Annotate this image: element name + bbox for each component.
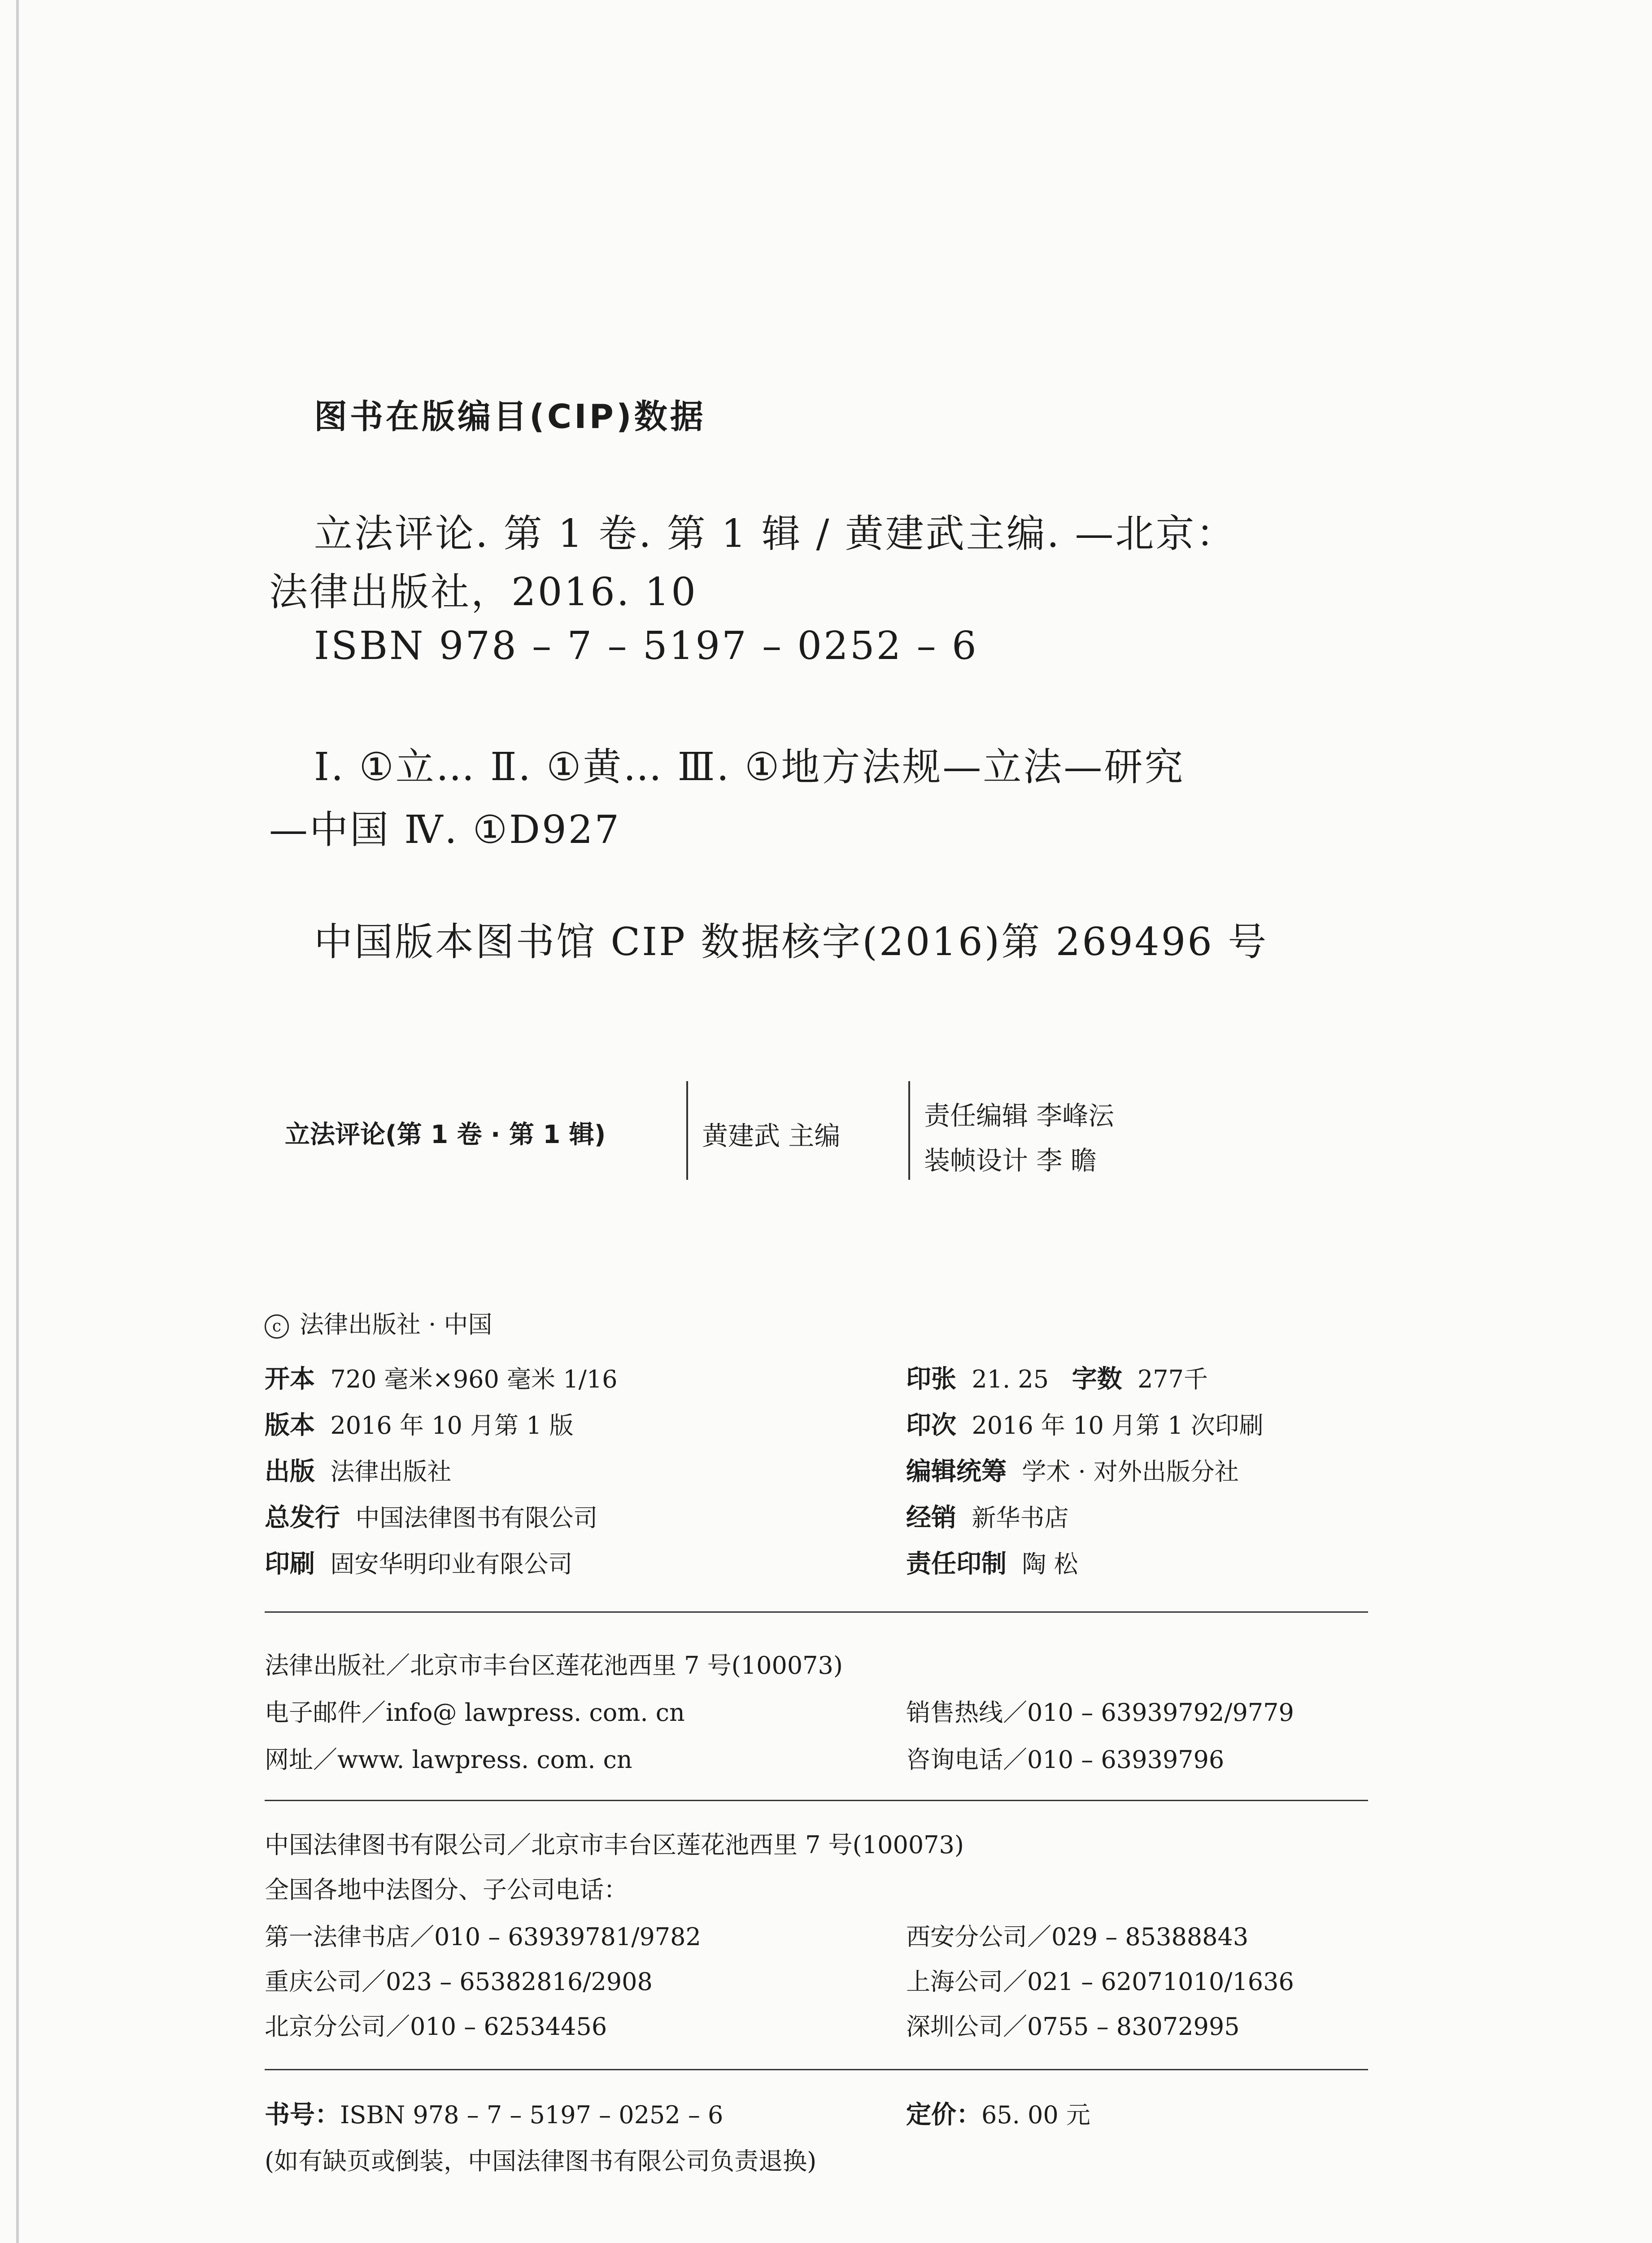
contact-email: 电子邮件／info@ lawpress. com. cn (265, 1698, 685, 1727)
distribution-address: 中国法律图书有限公司／北京市丰台区莲花池西里 7 号(100073) (265, 1831, 964, 1859)
distribution-left-3: 北京分公司／010 – 62534456 (265, 2012, 607, 2041)
cip-line-publisher: 法律出版社，2016. 10 (269, 570, 697, 615)
spec-seller: 经销 新华书店 (906, 1503, 1069, 1532)
spec-editorial: 编辑统筹 学术 · 对外出版分社 (906, 1457, 1239, 1486)
publisher-mark (265, 1305, 493, 1340)
spec-printing: 印次 2016 年 10 月第 1 次印刷 (906, 1411, 1264, 1440)
divider-line-3 (265, 2069, 1368, 2070)
copyright-icon: c (265, 1314, 289, 1339)
cip-line-classification: Ⅰ. ①立… Ⅱ. ①黄… Ⅲ. ①地方法规—立法—研究 (314, 745, 1185, 790)
divider-line-1 (265, 1611, 1368, 1613)
spec-distributor: 总发行 中国法律图书有限公司 (265, 1503, 598, 1532)
contact-address: 法律出版社／北京市丰台区莲花池西里 7 号(100073) (265, 1651, 843, 1680)
distribution-right-3: 深圳公司／0755 – 83072995 (906, 2012, 1240, 2041)
footer-note: (如有缺页或倒装，中国法律图书有限公司负责退换) (265, 2147, 817, 2175)
spec-sheets-wordcount: 印张 21. 25 字数 277千 (906, 1365, 1208, 1394)
spec-publisher: 出版 法律出版社 (265, 1457, 452, 1486)
divider-line-2 (265, 1800, 1368, 1801)
cip-heading: 图书在版编目(CIP)数据 (314, 397, 706, 436)
spec-print-manager: 责任印制 陶 松 (906, 1549, 1078, 1579)
scan-edge (16, 0, 19, 2243)
distribution-left-2: 重庆公司／023 – 65382816/2908 (265, 1968, 653, 1996)
distribution-left-1: 第一法律书店／010 – 63939781/9782 (265, 1923, 701, 1951)
contact-sales: 销售热线／010 – 63939792/9779 (906, 1698, 1294, 1727)
credits-designer: 装帧设计 李 瞻 (924, 1145, 1097, 1176)
contact-website: 网址／www. lawpress. com. cn (265, 1746, 632, 1774)
distribution-right-2: 上海公司／021 – 62071010/1636 (906, 1968, 1294, 1996)
distribution-intro: 全国各地中法图分、子公司电话： (265, 1876, 628, 1904)
publisher-mark-text: 法律出版社 · 中国 (300, 1310, 493, 1339)
cip-line-isbn: ISBN 978 – 7 – 5197 – 0252 – 6 (314, 624, 978, 668)
cip-line-classification-cont: —中国 Ⅳ. ①D927 (269, 807, 621, 852)
distribution-right-1: 西安分公司／029 – 85388843 (906, 1923, 1249, 1951)
contact-inquiry: 咨询电话／010 – 63939796 (906, 1746, 1225, 1774)
credits-divider-1 (686, 1081, 688, 1180)
spec-printer: 印刷 固安华明印业有限公司 (265, 1549, 573, 1579)
credits-responsible-editor: 责任编辑 李峰沄 (924, 1100, 1115, 1131)
cip-line-record: 中国版本图书馆 CIP 数据核字(2016)第 269496 号 (314, 920, 1268, 964)
cip-line-title: 立法评论. 第 1 卷. 第 1 辑 / 黄建武主编. —北京： (314, 511, 1237, 556)
credits-editor: 黄建武 主编 (702, 1121, 841, 1151)
spec-edition: 版本 2016 年 10 月第 1 版 (265, 1411, 574, 1440)
credits-divider-2 (908, 1081, 910, 1180)
footer-isbn: 书号：ISBN 978 – 7 – 5197 – 0252 – 6 (265, 2100, 724, 2130)
credits-book-title: 立法评论(第 1 卷 · 第 1 辑) (285, 1120, 606, 1149)
footer-price: 定价：65. 00 元 (906, 2100, 1090, 2130)
spec-format: 开本 720 毫米×960 毫米 1/16 (265, 1365, 618, 1394)
